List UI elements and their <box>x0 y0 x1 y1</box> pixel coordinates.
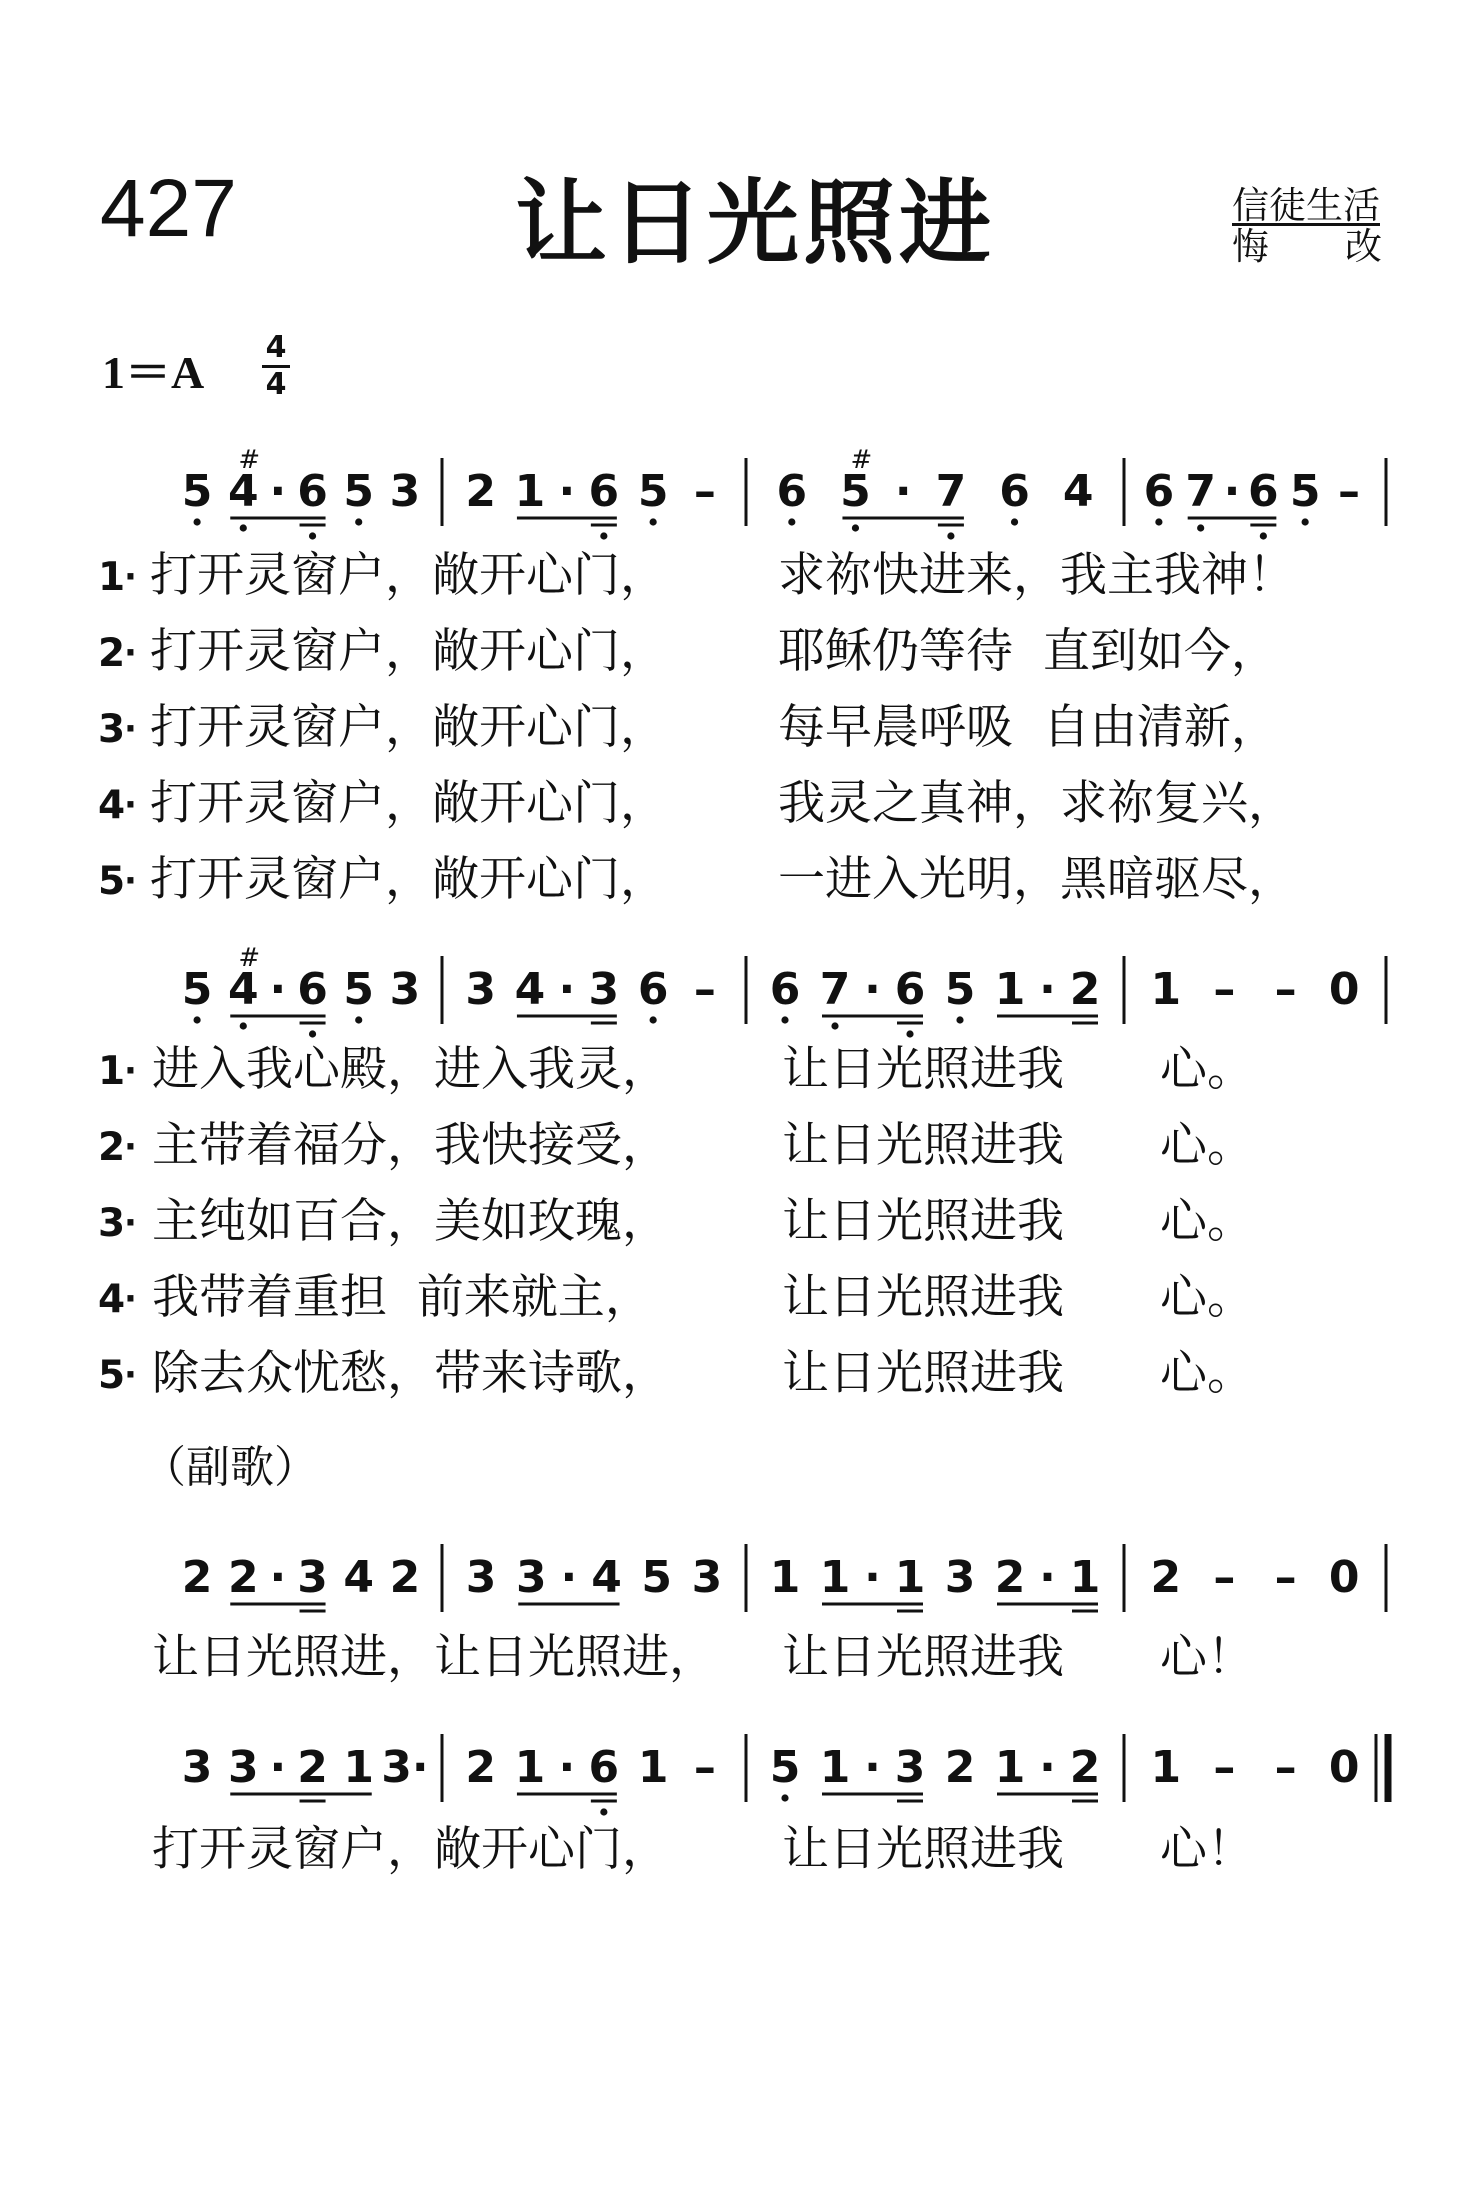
note-dash: – <box>1274 964 1297 1015</box>
lower-octave-dot <box>1302 518 1309 525</box>
note-dash: – <box>1213 964 1236 1015</box>
note-digit: 6 <box>769 964 801 1015</box>
lyric-phrase: 心！ <box>1160 1822 1254 1877</box>
note-digit: 2 <box>297 1742 328 1793</box>
verse-number: 1 <box>98 1049 126 1094</box>
credit-source: 信徒生活 <box>1232 184 1380 227</box>
note-digit: 5 <box>343 466 375 517</box>
dotted-note-dot: · <box>894 466 912 517</box>
dotted-note-dot: · <box>1039 1742 1056 1793</box>
note-digit: 3 <box>297 1552 328 1603</box>
verse-number: 1 <box>98 555 126 600</box>
note-digit: 3· <box>381 1742 429 1793</box>
note-digit: 5 <box>181 964 213 1015</box>
verse-separator: · <box>124 1051 137 1091</box>
note-digit: 1 <box>994 1742 1026 1793</box>
verse-separator: · <box>124 709 137 749</box>
note-digit: 4 <box>1062 466 1094 517</box>
lyric-phrase: 每早晨呼吸 自由清新， <box>778 700 1278 755</box>
time-signature-bottom: 4 <box>265 367 287 402</box>
lower-octave-dot <box>956 1016 963 1023</box>
lyric-phrase: 除去众忧愁，带来诗歌， <box>152 1346 669 1401</box>
lyric-phrase: 打开灵窗户，敞开心门， <box>150 700 667 755</box>
dotted-note-dot: · <box>558 964 576 1015</box>
verse-number: 3 <box>98 1201 126 1246</box>
lyric-phrase: 一进入光明，黑暗驱尽， <box>778 852 1295 907</box>
note-digit: 6 <box>588 1742 620 1793</box>
lower-octave-dot <box>355 518 362 525</box>
dotted-note-dot: · <box>269 466 287 517</box>
note-digit: 0 <box>1328 1552 1360 1603</box>
note-digit: 7 <box>1185 466 1216 517</box>
note-dash: – <box>1213 1742 1236 1793</box>
lower-octave-dot <box>781 1016 788 1023</box>
dotted-note-dot: · <box>864 964 881 1015</box>
note-digit: 3 <box>389 466 421 517</box>
lyric-phrase: 让日光照进我 <box>782 1346 1064 1401</box>
lyric-phrase: 让日光照进我 <box>782 1270 1064 1325</box>
note-digit: 2 <box>227 1552 259 1603</box>
verse-number: 5 <box>98 859 126 904</box>
note-digit: 2 <box>1150 1552 1182 1603</box>
verse-number: 5 <box>98 1353 126 1398</box>
lyric-phrase: 打开灵窗户，敞开心门， <box>150 852 667 907</box>
note-digit: 6 <box>588 466 620 517</box>
lower-octave-dot <box>1197 524 1204 531</box>
dotted-note-dot: · <box>1223 466 1241 517</box>
note-digit: 4 <box>591 1552 622 1603</box>
note-digit: 7 <box>819 964 851 1015</box>
note-digit: 2 <box>994 1552 1026 1603</box>
note-digit: 2 <box>389 1552 421 1603</box>
lower-octave-dot <box>852 524 859 531</box>
note-digit: 2 <box>1069 964 1101 1015</box>
lyric-phrase: 打开灵窗户，敞开心门， <box>150 776 667 831</box>
lower-octave-dot <box>355 1016 362 1023</box>
verse-separator: · <box>124 1279 137 1319</box>
note-digit: 5 <box>1289 466 1321 517</box>
note-digit: 5 <box>944 964 976 1015</box>
dotted-note-dot: · <box>864 1552 881 1603</box>
lower-octave-dot <box>600 532 607 539</box>
lower-octave-dot <box>193 518 200 525</box>
note-digit: 1 <box>769 1552 801 1603</box>
note-digit: 1 <box>1150 1742 1182 1793</box>
note-digit: 4 <box>227 964 259 1015</box>
dotted-note-dot: · <box>1039 964 1056 1015</box>
note-digit: 1 <box>994 964 1026 1015</box>
note-digit: 1 <box>514 466 546 517</box>
sharp-sign: # <box>238 943 261 973</box>
note-digit: 3 <box>691 1552 723 1603</box>
key-signature: 1＝A <box>102 347 205 398</box>
note-digit: 7 <box>935 466 967 517</box>
note-digit: 1 <box>1150 964 1182 1015</box>
lower-octave-dot <box>1260 532 1267 539</box>
lyric-phrase: 打开灵窗户，敞开心门， <box>150 624 667 679</box>
verse-separator: · <box>124 785 137 825</box>
dotted-note-dot: · <box>269 1552 287 1603</box>
verse-number: 4 <box>98 783 126 828</box>
dotted-note-dot: · <box>269 1742 287 1793</box>
verse-separator: · <box>124 861 137 901</box>
note-digit: 6 <box>297 964 328 1015</box>
lower-octave-dot <box>906 1030 913 1037</box>
verse-number: 2 <box>98 631 126 676</box>
note-digit: 4 <box>343 1552 375 1603</box>
sharp-sign: # <box>238 445 261 475</box>
lower-octave-dot <box>781 1794 788 1801</box>
lyric-phrase: 让日光照进我 <box>782 1822 1064 1877</box>
lyric-phrase: 心。 <box>1160 1042 1254 1097</box>
note-digit: 3 <box>465 964 496 1015</box>
note-dash: – <box>1213 1552 1236 1603</box>
note-dash: – <box>1274 1552 1297 1603</box>
note-digit: 2 <box>1069 1742 1101 1793</box>
time-signature-top: 4 <box>262 333 290 368</box>
note-digit: 3 <box>181 1742 213 1793</box>
note-digit: 5 <box>641 1552 673 1603</box>
note-digit: 3 <box>465 1552 497 1603</box>
lower-octave-dot <box>240 524 247 531</box>
note-digit: 5 <box>637 466 669 517</box>
note-digit: 6 <box>1143 466 1175 517</box>
lower-octave-dot <box>650 518 657 525</box>
lyric-phrase: 让日光照进我 <box>782 1118 1064 1173</box>
verse-separator: · <box>124 1127 137 1167</box>
lyric-phrase: 打开灵窗户，敞开心门， <box>150 548 667 603</box>
lyric-phrase: 让日光照进我 <box>782 1630 1064 1685</box>
note-digit: 1 <box>637 1742 669 1793</box>
verse-number: 2 <box>98 1125 126 1170</box>
lyric-phrase: 心。 <box>1160 1270 1254 1325</box>
note-dash: – <box>1274 1742 1297 1793</box>
lower-octave-dot <box>309 1030 316 1037</box>
note-digit: 1 <box>514 1742 546 1793</box>
note-digit: 0 <box>1328 964 1360 1015</box>
lower-octave-dot <box>309 532 316 539</box>
note-digit: 5 <box>840 466 871 517</box>
lyric-phrase: 让日光照进我 <box>782 1042 1064 1097</box>
dotted-note-dot: · <box>558 466 576 517</box>
dotted-note-dot: · <box>864 1742 881 1793</box>
verse-separator: · <box>124 633 137 673</box>
note-digit: 1 <box>819 1742 851 1793</box>
note-dash: – <box>693 964 716 1015</box>
lower-octave-dot <box>831 1022 838 1029</box>
note-digit: 0 <box>1328 1742 1360 1793</box>
lyric-phrase: 我带着重担 前来就主， <box>152 1270 652 1325</box>
lower-octave-dot <box>193 1016 200 1023</box>
note-dash: – <box>693 466 716 517</box>
credit-type-char: 改 <box>1345 225 1382 268</box>
note-digit: 1 <box>1069 1552 1101 1603</box>
lower-octave-dot <box>600 1808 607 1815</box>
dotted-note-dot: · <box>269 964 287 1015</box>
verse-number: 3 <box>98 707 126 752</box>
lower-octave-dot <box>1155 518 1162 525</box>
hymn-number: 427 <box>100 163 237 254</box>
credit-type-char: 悔 <box>1232 225 1269 268</box>
note-digit: 2 <box>465 1742 496 1793</box>
note-digit: 2 <box>465 466 496 517</box>
note-digit: 3 <box>227 1742 259 1793</box>
dotted-note-dot: · <box>1039 1552 1056 1603</box>
lyric-phrase: 进入我心殿，进入我灵， <box>152 1042 669 1097</box>
note-digit: 1 <box>894 1552 926 1603</box>
note-digit: 3 <box>894 1742 926 1793</box>
dotted-note-dot: · <box>560 1552 578 1603</box>
lyric-phrase: 我灵之真神，求祢复兴， <box>778 776 1295 831</box>
note-digit: 5 <box>181 466 213 517</box>
sharp-sign: # <box>850 445 873 475</box>
note-digit: 1 <box>819 1552 851 1603</box>
note-digit: 6 <box>637 964 669 1015</box>
verse-number: 4 <box>98 1277 126 1322</box>
lower-octave-dot <box>788 518 795 525</box>
lyric-phrase: 打开灵窗户，敞开心门， <box>152 1822 669 1877</box>
note-digit: 3 <box>389 964 421 1015</box>
note-digit: 6 <box>999 466 1030 517</box>
note-digit: 2 <box>944 1742 976 1793</box>
note-digit: 1 <box>343 1742 375 1793</box>
verse-separator: · <box>124 1203 137 1243</box>
lyric-phrase: 主带着福分，我快接受， <box>152 1118 669 1173</box>
lower-octave-dot <box>947 532 954 539</box>
note-digit: 5 <box>343 964 375 1015</box>
verse-separator: · <box>124 1355 137 1395</box>
lower-octave-dot <box>1011 518 1018 525</box>
hymn-title: 让日光照进 <box>515 170 996 277</box>
lyric-phrase: 求祢快进来，我主我神！ <box>778 548 1295 603</box>
note-digit: 4 <box>227 466 259 517</box>
note-dash: – <box>693 1742 716 1793</box>
lyric-phrase: 耶稣仍等待 直到如今， <box>778 624 1278 679</box>
note-digit: 3 <box>588 964 620 1015</box>
lyric-phrase: 心。 <box>1160 1118 1254 1173</box>
lyric-phrase: 心！ <box>1160 1630 1254 1685</box>
lower-octave-dot <box>650 1016 657 1023</box>
verse-separator: · <box>124 557 137 597</box>
note-digit: 3 <box>515 1552 547 1603</box>
note-digit: 6 <box>776 466 808 517</box>
lyric-phrase: 让日光照进我 <box>782 1194 1064 1249</box>
lyric-phrase: 让日光照进，让日光照进， <box>152 1630 716 1685</box>
chorus-label: （副歌） <box>142 1442 318 1493</box>
lyric-phrase: 心。 <box>1160 1346 1254 1401</box>
note-digit: 6 <box>297 466 328 517</box>
lyric-phrase: 主纯如百合，美如玫瑰， <box>152 1194 669 1249</box>
dotted-note-dot: · <box>558 1742 576 1793</box>
note-digit: 2 <box>181 1552 213 1603</box>
note-digit: 4 <box>514 964 546 1015</box>
note-digit: 6 <box>1248 466 1279 517</box>
note-dash: – <box>1338 466 1361 517</box>
note-digit: 3 <box>944 1552 976 1603</box>
lyric-phrase: 心。 <box>1160 1194 1254 1249</box>
note-digit: 6 <box>894 964 926 1015</box>
lower-octave-dot <box>240 1022 247 1029</box>
note-digit: 5 <box>769 1742 801 1793</box>
